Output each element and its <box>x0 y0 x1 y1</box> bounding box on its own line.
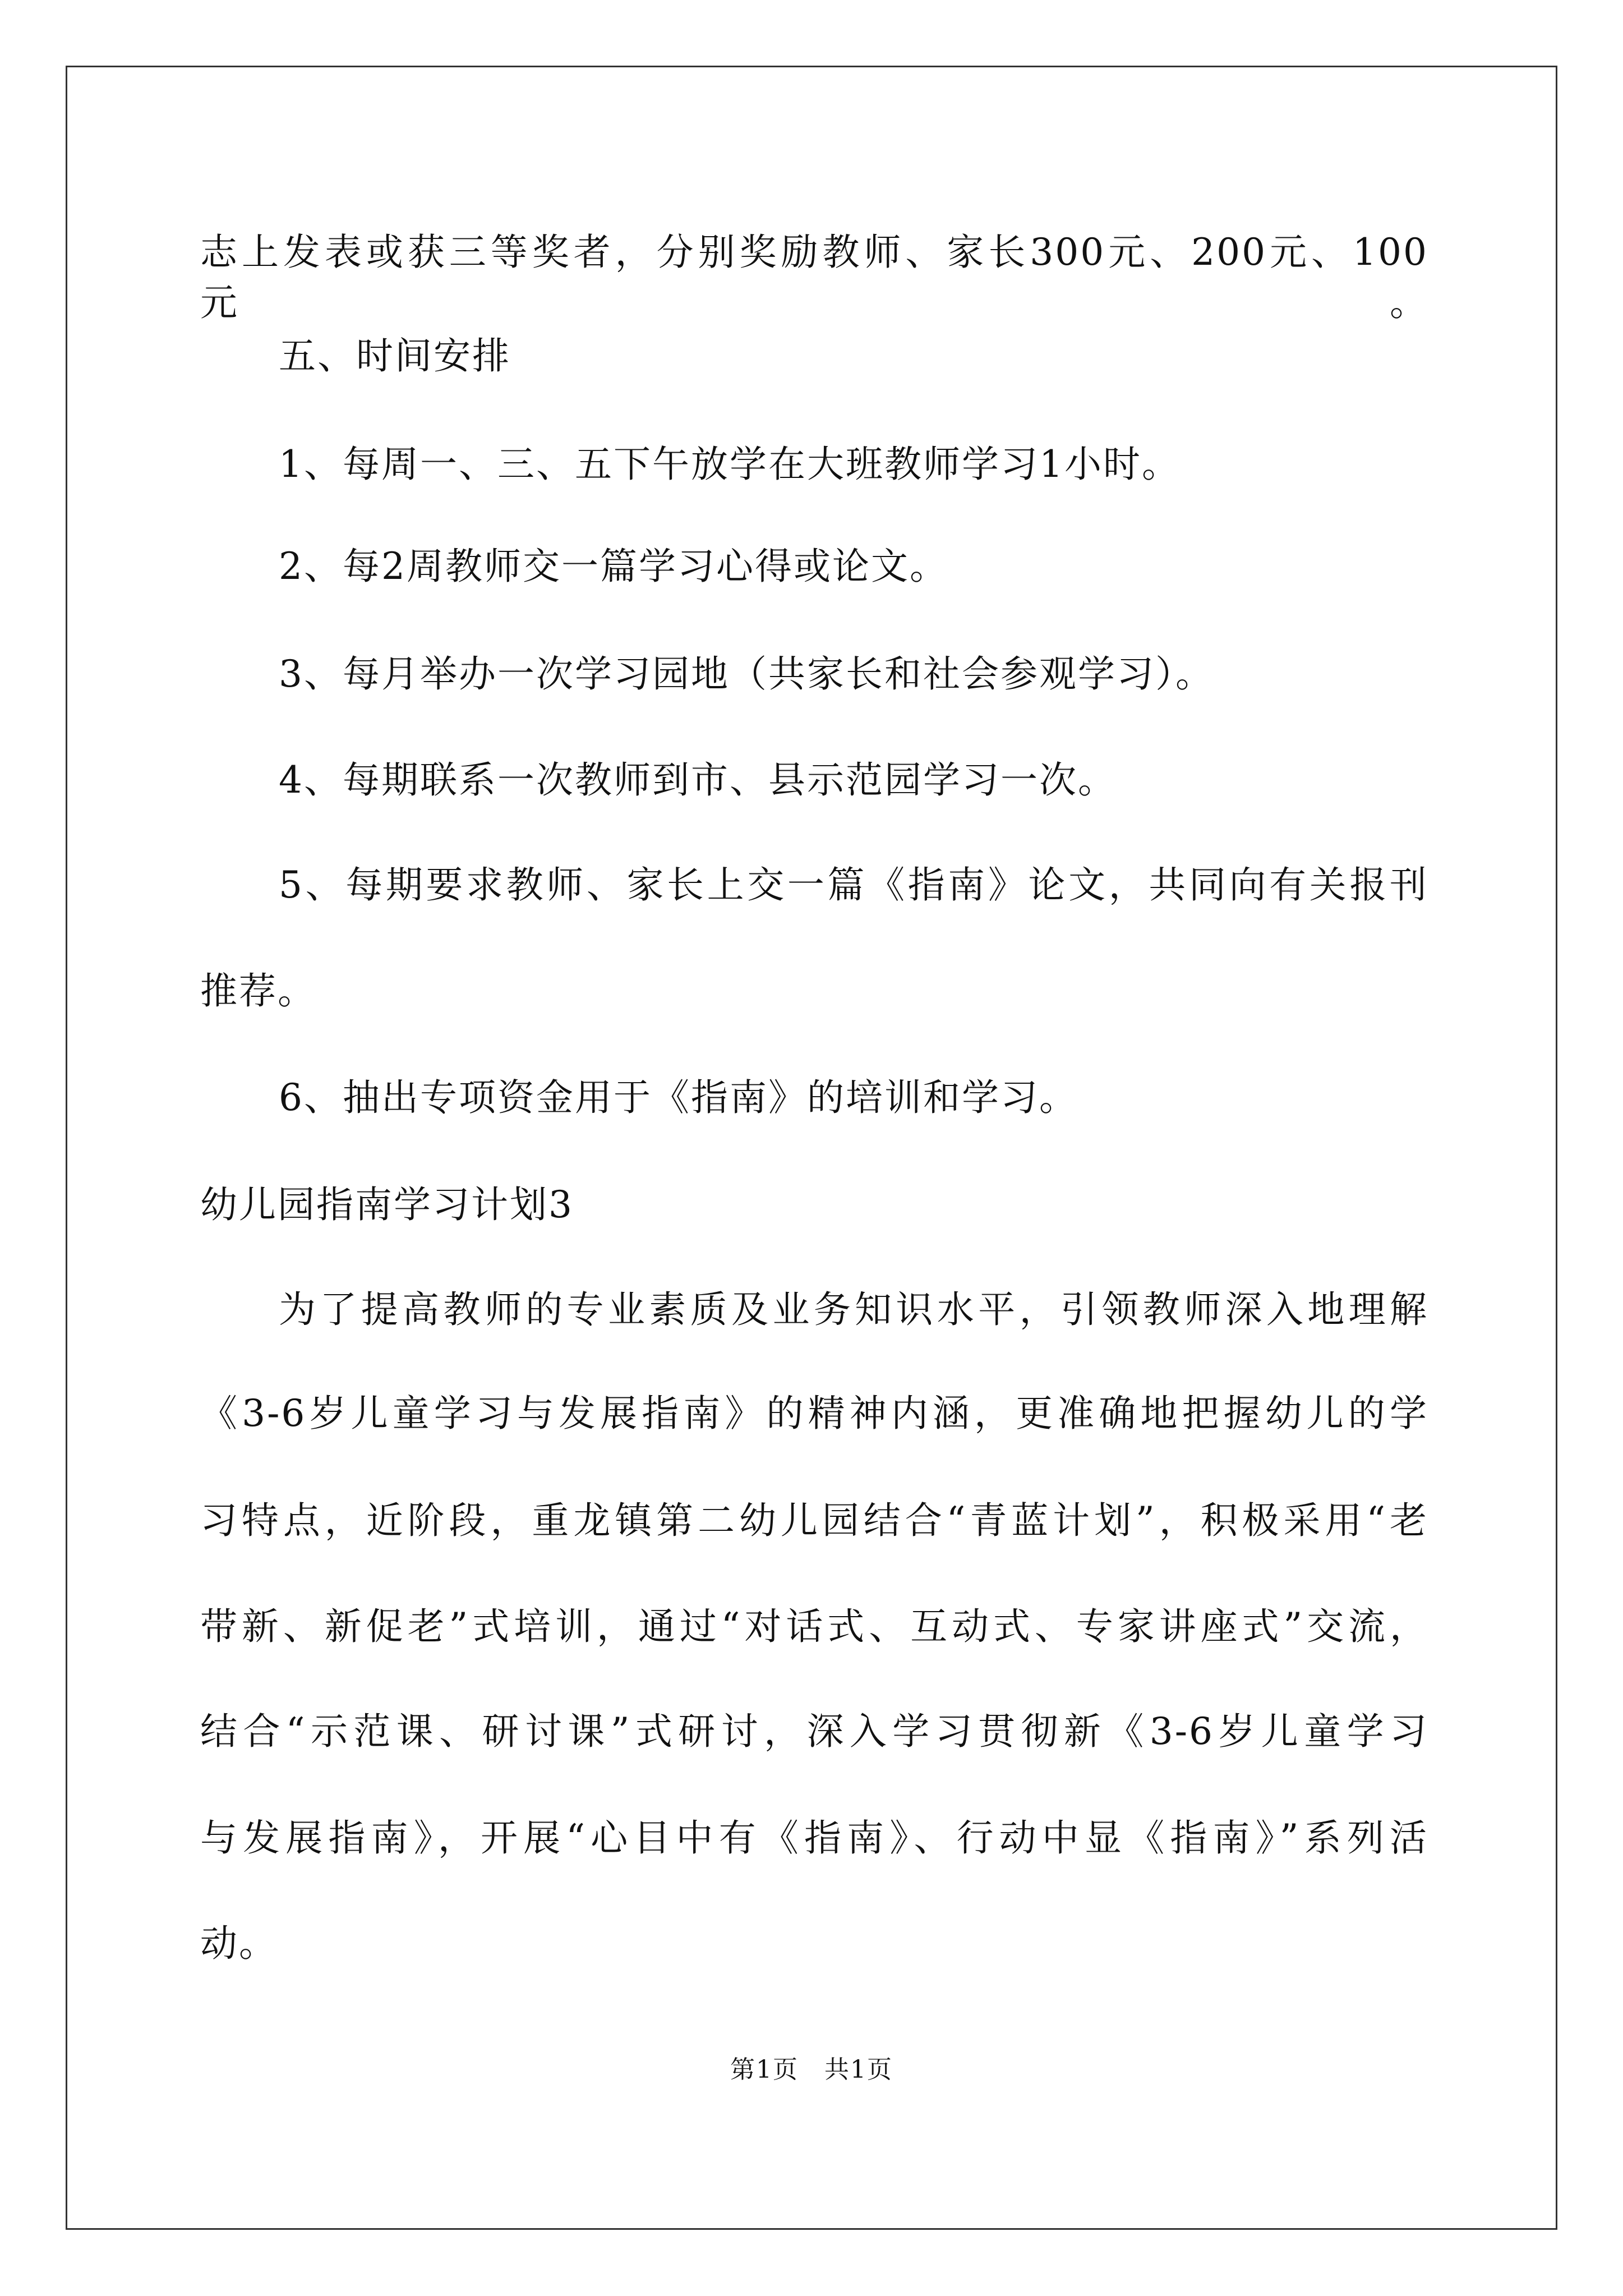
paragraph-line: 志上发表或获三等奖者，分别奖励教师、家长300元、200元、100元。 <box>200 231 1428 324</box>
list-item: 6、抽出专项资金用于《指南》的培训和学习。 <box>279 1076 1078 1119</box>
list-item: 5、每期要求教师、家长上交一篇《指南》论文，共同向有关报刊 <box>279 863 1428 907</box>
page-footer: 第1页 共1页 <box>730 2055 893 2084</box>
paragraph-line: 为了提高教师的专业素质及业务知识水平，引领教师深入地理解 <box>279 1288 1428 1331</box>
paragraph-line: 习特点，近阶段，重龙镇第二幼儿园结合“青蓝计划”，积极采用“老 <box>200 1499 1428 1542</box>
list-item: 2、每2周教师交一篇学习心得或论文。 <box>279 545 948 588</box>
page-frame <box>66 66 1557 2230</box>
section-heading: 五、时间安排 <box>279 334 511 378</box>
list-item: 1、每周一、三、五下午放学在大班教师学习1小时。 <box>279 443 1181 486</box>
paragraph-line: 与发展指南》，开展“心目中有《指南》、行动中显《指南》”系列活 <box>200 1816 1428 1860</box>
paragraph-line: 带新、新促老”式培训，通过“对话式、互动式、专家讲座式”交流， <box>200 1605 1428 1648</box>
list-item: 4、每期联系一次教师到市、县示范园学习一次。 <box>279 758 1117 802</box>
paragraph-line: 《3-6岁儿童学习与发展指南》的精神内涵，更准确地把握幼儿的学 <box>200 1392 1428 1435</box>
list-item-continuation: 推荐。 <box>200 969 316 1013</box>
paragraph-line: 动。 <box>200 1922 278 1965</box>
paragraph-line: 结合“示范课、研讨课”式研讨，深入学习贯彻新《3-6岁儿童学习 <box>200 1710 1428 1753</box>
list-item: 3、每月举办一次学习园地（共家长和社会参观学习）。 <box>279 652 1214 696</box>
section-title: 幼儿园指南学习计划3 <box>200 1183 574 1226</box>
